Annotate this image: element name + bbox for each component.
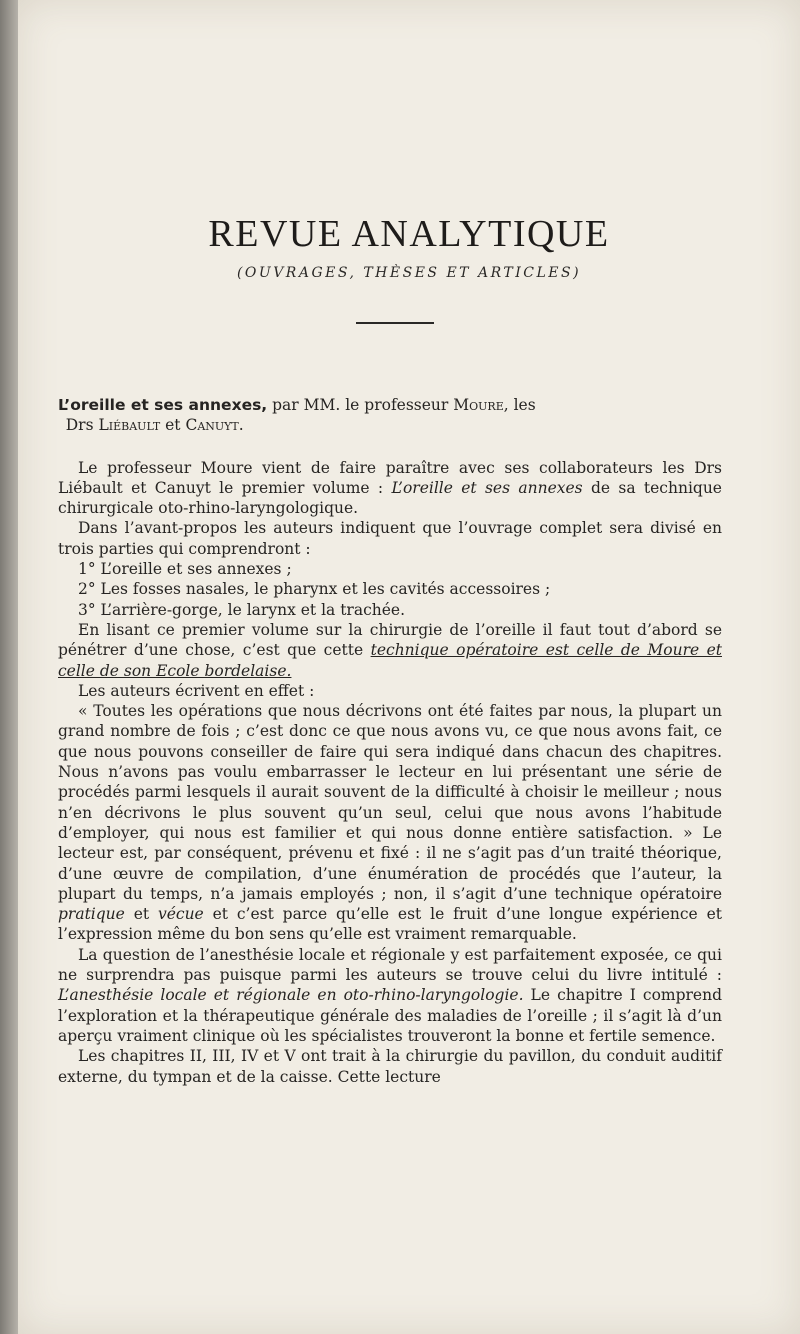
byline-period: .	[238, 416, 244, 435]
article-title: L’oreille et ses annexes,	[58, 396, 268, 414]
book-title: L’oreille et ses annexes	[391, 478, 583, 497]
article-heading	[58, 395, 722, 436]
list-item-1: 1° L’oreille et ses annexes ;	[78, 560, 292, 579]
paragraph-1	[58, 458, 722, 519]
author-canuyt: Canuyt	[185, 416, 239, 435]
list-item-3: 3° L’arrière-gorge, le larynx et la trachée.	[78, 600, 406, 619]
paragraph-1-text-end: de sa technique chirurgicale oto-rhino-laryngologique.	[58, 478, 722, 518]
quote-and: et	[124, 905, 158, 924]
paragraph-3	[58, 620, 722, 681]
section-title: REVUE ANALYTIQUE	[208, 213, 610, 255]
page-binding-edge	[0, 0, 18, 1334]
paragraph-6-text-end: Le chapitre I comprend l’exploration et la thérapeutique générale des maladies de l’oreille ; il s’agit là d’un aperçu vraiment clinique où les spécialistes trouveront la bonne et fertile semence.	[58, 986, 723, 1045]
emphasis-pratique: pratique	[58, 905, 125, 924]
author-liebault: Liébault	[98, 416, 161, 435]
title-divider	[356, 322, 434, 324]
byline-and: et	[160, 416, 186, 435]
paragraph-4: Les auteurs écrivent en effet :	[78, 681, 315, 700]
list-item-2: 2° Les fosses nasales, le pharynx et les cavités accessoires ;	[78, 580, 551, 599]
paragraph-3-text: En lisant ce premier volume sur la chirurgie de l’oreille il faut tout d’abord se pénétrer d’une chose, c’est que cette	[58, 620, 722, 660]
article-body	[58, 395, 722, 1087]
paragraph-1-text: Le professeur Moure vient de faire paraître avec ses collaborateurs les Drs Liébault et Canuyt le premier volume :	[58, 458, 722, 497]
byline-text-2: , les	[503, 396, 536, 414]
paragraph-5	[58, 701, 722, 945]
section-subtitle: (OUVRAGES, THÈSES ET ARTICLES)	[236, 265, 582, 281]
quote-text: « Toutes les opérations que nous décrivons ont été faites par nous, la plupart un grand nombre de fois ; c’est donc ce que nous avons vu, ce que nous avons fait, ce que nous pouvons conseiller de faire qui sera indiqué dans chacun des chapitres. Nous n’avons pas voulu embarrasser le lecteur en lui présentant une série de procédés parmi lesquels il aurait souvent de la difficulté à choisir le meilleur ; nous n’en décrivons le plus souvent qu’un seul, celui que nous avons l’habitude d’employer, qui nous est familier et qui nous donne entière satisfaction. » Le lecteur est, par conséquent, prévenu et fixé : il ne s’agit pas d’un traité théorique, d’une œuvre de compilation, d’une énumération de procédés que l’auteur, la plupart du temps, n’a jamais employés ; non, il s’agit d’une technique opératoire	[58, 702, 722, 903]
byline-text: par MM. le professeur	[267, 396, 454, 414]
quote-text-end: et c’est parce qu’elle est le fruit d’une longue expérience et l’expression même du bon sens qu’elle est vraiment remarquable.	[58, 905, 722, 944]
doctors-abbrev: Drs	[65, 416, 94, 435]
emphasis-technique: technique opératoire est celle de Moure et celle de son Ecole bordelaise.	[58, 641, 722, 680]
paragraph-2: Dans l’avant-propos les auteurs indiquent que l’ouvrage complet sera divisé en trois parties qui comprendront :	[58, 519, 722, 558]
paragraph-6	[58, 945, 722, 1046]
book-title-anesthesie: L’anesthésie locale et régionale en oto-rhino-laryngologie.	[58, 986, 524, 1005]
paragraph-7: Les chapitres II, III, IV et V ont trait à la chirurgie du pavillon, du conduit auditif externe, du tympan et de la caisse. Cette lecture	[58, 1047, 722, 1086]
paragraph-6-text: La question de l’anesthésie locale et régionale y est parfaitement exposée, ce qui ne surprendra pas puisque parmi les auteurs se trouve celui du livre intitulé :	[58, 945, 722, 985]
author-moure: Moure	[453, 396, 504, 414]
document-page	[18, 0, 800, 1334]
emphasis-vecue: vécue	[157, 905, 204, 924]
